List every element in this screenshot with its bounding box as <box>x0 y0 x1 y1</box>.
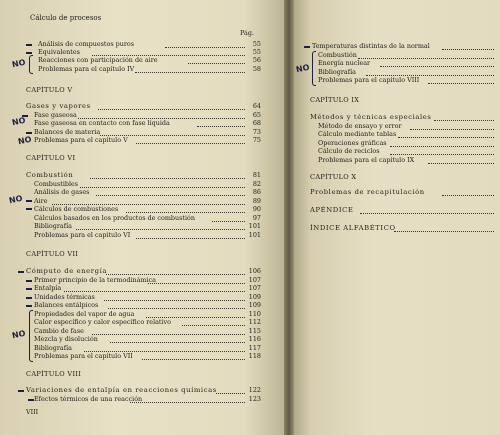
page-number: 107 <box>248 284 261 292</box>
leader-dots <box>428 82 494 84</box>
toc-entry: Aire <box>34 197 48 205</box>
handwritten-no: NO <box>295 62 311 75</box>
section-title: Variaciones de entalpía en reacciones químicas <box>26 386 217 394</box>
page-number: 65 <box>252 111 261 119</box>
page-folio: VIII <box>26 408 39 416</box>
pen-dash-mark <box>18 271 24 273</box>
page-number: 56 <box>252 56 261 64</box>
page-number: 73 <box>252 128 261 136</box>
leader-dots <box>390 153 494 155</box>
running-header: Cálculo de procesos <box>30 14 102 22</box>
index-entry: ÍNDICE ALFABÉTICO <box>310 224 396 232</box>
toc-entry: Bibliografía <box>318 68 356 76</box>
page-number: 86 <box>252 188 261 196</box>
toc-entry: Calor específico y calor específico relativo <box>34 318 172 326</box>
section-title: Gases y vapores <box>26 102 91 110</box>
leader-dots <box>148 282 245 284</box>
page-number: 68 <box>252 119 261 127</box>
toc-entry: Mezcla y disolución <box>34 335 98 343</box>
pen-dash-mark <box>18 390 24 392</box>
leader-dots <box>216 392 245 394</box>
toc-entry: Combustibles <box>34 180 79 188</box>
leader-dots <box>110 341 245 343</box>
appendix-entry: APÉNDICE <box>310 206 354 214</box>
page-number: 118 <box>248 352 261 360</box>
handwritten-no: NO <box>11 115 27 128</box>
handwritten-no: NO <box>11 57 27 70</box>
chapter-heading: CAPÍTULO IX <box>310 96 360 104</box>
page-number: 112 <box>248 318 261 326</box>
toc-entry: Energía nuclear <box>318 59 371 67</box>
leader-dots <box>64 290 245 292</box>
chapter-heading: CAPÍTULO X <box>310 173 357 181</box>
toc-entry: Balances entálpicos <box>34 301 99 309</box>
pen-dash-mark <box>26 44 32 46</box>
chapter-heading: CAPÍTULO VI <box>26 154 76 162</box>
leader-dots <box>106 273 245 275</box>
toc-entry: Combustión <box>318 51 357 59</box>
toc-entry: Bibliografía <box>34 344 72 352</box>
leader-dots <box>96 194 245 196</box>
page-number: 55 <box>252 40 261 48</box>
page-number: 90 <box>252 205 261 213</box>
page-number: 109 <box>248 293 261 301</box>
toc-entry: Fase gaseosa <box>34 111 77 119</box>
toc-entry: Efectos térmicos de una reacción <box>34 395 143 403</box>
leader-dots <box>92 333 245 335</box>
leader-dots <box>90 177 245 179</box>
leader-dots <box>104 299 245 301</box>
leader-dots <box>80 186 245 188</box>
chapter-heading: CAPÍTULO VII <box>26 250 79 258</box>
page-number: 82 <box>252 180 261 188</box>
book-gutter <box>284 0 294 435</box>
toc-entry: Análisis de compuestos puros <box>38 40 135 48</box>
pen-dash-mark <box>304 46 310 48</box>
pen-dash-mark <box>26 297 32 299</box>
toc-entry: Operaciones gráficas <box>318 139 387 147</box>
page-number: 101 <box>248 222 261 230</box>
leader-dots <box>197 125 245 127</box>
toc-entry: Problemas para el capítulo VIII <box>318 76 420 84</box>
handwritten-no: NO <box>8 193 24 206</box>
pen-dash-mark <box>26 132 32 134</box>
page-number: 117 <box>248 344 261 352</box>
toc-entry: Equivalentes <box>38 48 80 56</box>
leader-dots <box>398 136 494 138</box>
leader-dots <box>182 324 245 326</box>
page-number: 107 <box>248 276 261 284</box>
page-number: 123 <box>248 395 261 403</box>
leader-dots <box>165 46 245 48</box>
page-column-label: Pág. <box>240 29 254 37</box>
page-number: 101 <box>248 231 261 239</box>
leader-dots <box>434 119 494 121</box>
pen-bracket-mark <box>29 310 33 362</box>
leader-dots <box>442 194 494 196</box>
leader-dots <box>126 211 245 213</box>
toc-entry: Método de ensayo y error <box>318 122 402 130</box>
handwritten-no: NO <box>17 134 33 147</box>
toc-entry: Bibliografía <box>34 222 72 230</box>
pen-dash-mark <box>26 288 32 290</box>
page-number: 115 <box>248 327 261 335</box>
toc-entry: Problemas para el capítulo IX <box>318 156 415 164</box>
leader-dots <box>130 401 245 403</box>
pen-dash-mark <box>26 305 32 307</box>
toc-entry: Análisis de gases <box>34 188 90 196</box>
toc-entry: Problemas para el capítulo V <box>34 136 128 144</box>
leader-dots <box>135 71 245 73</box>
page-number: 110 <box>248 310 261 318</box>
section-title: Problemas de recapitulación <box>310 188 425 196</box>
page-number: 116 <box>248 335 261 343</box>
page-number: 89 <box>252 197 261 205</box>
toc-entry: Problemas para el capítulo VI <box>34 231 131 239</box>
leader-dots <box>98 108 245 110</box>
leader-dots <box>358 57 494 59</box>
page-number: 55 <box>252 48 261 56</box>
toc-entry: Fase gaseosa en contacto con fase líquida <box>34 119 170 127</box>
toc-entry: Problemas para el capítulo IV <box>38 65 135 73</box>
handwritten-no: NO <box>11 328 27 341</box>
leader-dots <box>428 162 494 164</box>
leader-dots <box>410 128 494 130</box>
page-number: 81 <box>252 171 261 179</box>
page-number: 109 <box>248 301 261 309</box>
toc-entry: Balances de materia <box>34 128 101 136</box>
section-title: Cómputo de energía <box>26 267 108 275</box>
page-number: 122 <box>248 386 261 394</box>
chapter-heading: CAPÍTULO V <box>26 86 73 94</box>
pen-bracket-mark <box>312 51 316 86</box>
leader-dots <box>390 145 494 147</box>
toc-entry: Cálculos de combustiones <box>34 205 119 213</box>
pen-dash-mark <box>26 280 32 282</box>
page-number: 58 <box>252 65 261 73</box>
leader-dots <box>212 220 245 222</box>
toc-entry: Cálculo de reciclos <box>318 147 380 155</box>
page-number: 97 <box>252 214 261 222</box>
section-title: Combustión <box>26 171 74 179</box>
toc-entry: Propiedades del vapor de agua <box>34 310 135 318</box>
page-number: 106 <box>248 267 261 275</box>
toc-entry: Cálculo mediante tablas <box>318 130 397 138</box>
leader-dots <box>188 62 245 64</box>
leader-dots <box>76 228 245 230</box>
pen-dash-mark <box>26 208 32 210</box>
leader-dots <box>108 307 245 309</box>
pen-bracket-mark <box>29 55 33 74</box>
toc-entry: Entalpía <box>34 284 62 292</box>
toc-entry: Problemas para el capítulo VII <box>34 352 133 360</box>
chapter-heading: CAPÍTULO VIII <box>26 370 82 378</box>
toc-entry: Unidades térmicas <box>34 293 95 301</box>
section-title: Métodos y técnicas especiales <box>310 113 432 121</box>
leader-dots <box>442 48 494 50</box>
pen-dash-mark <box>28 399 34 401</box>
page-number: 75 <box>252 136 261 144</box>
toc-entry: Temperaturas distintas de la normal <box>312 42 430 50</box>
toc-entry: Cálculos basados en los productos de combustión <box>34 214 195 222</box>
pen-dash-mark <box>26 52 32 54</box>
pen-dash-mark <box>26 200 32 202</box>
toc-entry: Cambio de fase <box>34 327 84 335</box>
page-number: 64 <box>252 102 261 110</box>
toc-entry: Reacciones con participación de aire <box>38 56 158 64</box>
leader-dots <box>136 142 245 144</box>
leader-dots <box>142 358 245 360</box>
leader-dots <box>380 65 494 67</box>
leader-dots <box>394 230 494 232</box>
leader-dots <box>360 212 494 214</box>
leader-dots <box>136 237 245 239</box>
toc-entry: Primer principio de la termodinámica <box>34 276 156 284</box>
